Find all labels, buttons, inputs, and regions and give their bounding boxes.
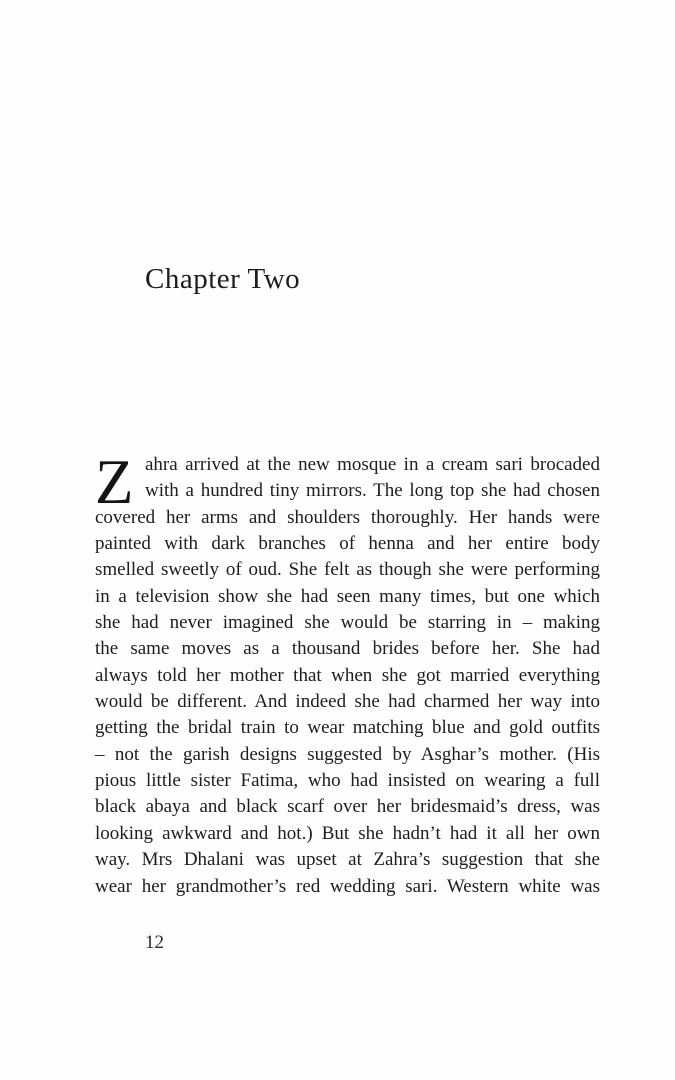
body-line: she had never imagined she would be starring in – making — [95, 612, 600, 634]
body-line: with a hundred tiny mirrors. The long top she had chosen — [145, 480, 600, 502]
body-line: in a television show she had seen many times, but one which — [95, 585, 600, 607]
body-line: always told her mother that when she got married everything — [95, 664, 600, 686]
body-line: wear her grandmother’s red wedding sari. Western white was — [95, 875, 600, 897]
body-line: painted with dark branches of henna and her entire body — [95, 533, 600, 555]
body-line: pious little sister Fatima, who had insisted on wearing a full — [95, 770, 600, 792]
page-number: 12 — [145, 932, 164, 953]
body-line: getting the bridal train to wear matching blue and gold outfits — [95, 717, 600, 739]
body-line: – not the garish designs suggested by Asghar’s mother. (His — [95, 743, 600, 765]
drop-cap: Z — [95, 447, 134, 517]
body-line: black abaya and black scarf over her bridesmaid’s dress, was — [95, 796, 600, 818]
body-text-block — [95, 447, 600, 900]
body-line: ahra arrived at the new mosque in a cream sari brocaded — [145, 454, 600, 475]
body-line: way. Mrs Dhalani was upset at Zahra’s suggestion that she — [95, 849, 600, 871]
body-line: the same moves as a thousand brides before her. She had — [95, 638, 600, 660]
body-line: would be different. And indeed she had charmed her way into — [95, 691, 600, 713]
body-line: covered her arms and shoulders thoroughly. Her hands were — [95, 506, 600, 528]
chapter-heading: Chapter Two — [145, 263, 301, 295]
body-line: smelled sweetly of oud. She felt as though she were performing — [95, 559, 600, 581]
body-line: looking awkward and hot.) But she hadn’t had it all her own — [95, 822, 600, 844]
